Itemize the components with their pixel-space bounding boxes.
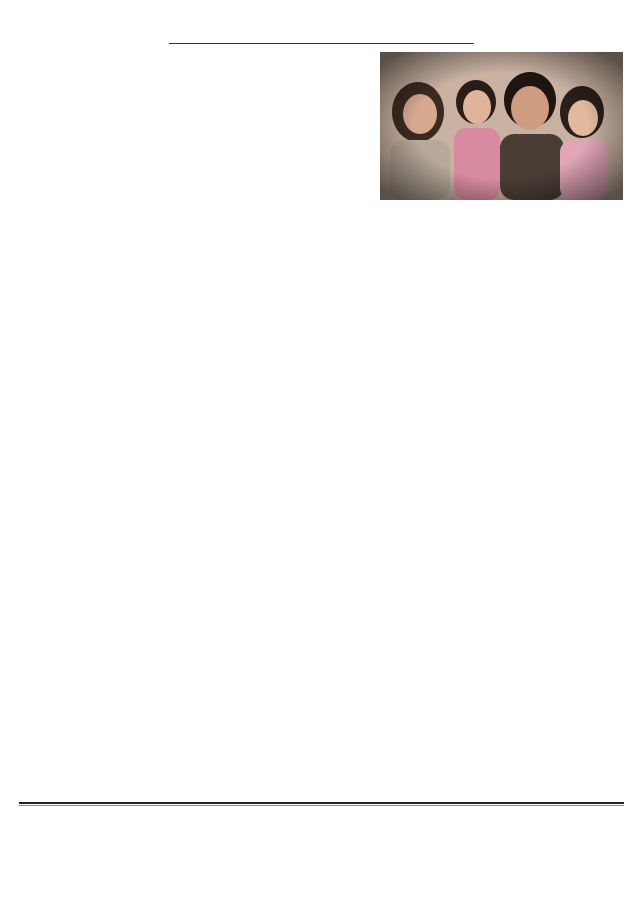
family-photo	[380, 52, 623, 200]
footer-divider	[19, 802, 624, 804]
title-underline	[169, 43, 474, 44]
footer-divider-thin	[19, 805, 624, 806]
family-photo-illustration	[380, 52, 623, 200]
